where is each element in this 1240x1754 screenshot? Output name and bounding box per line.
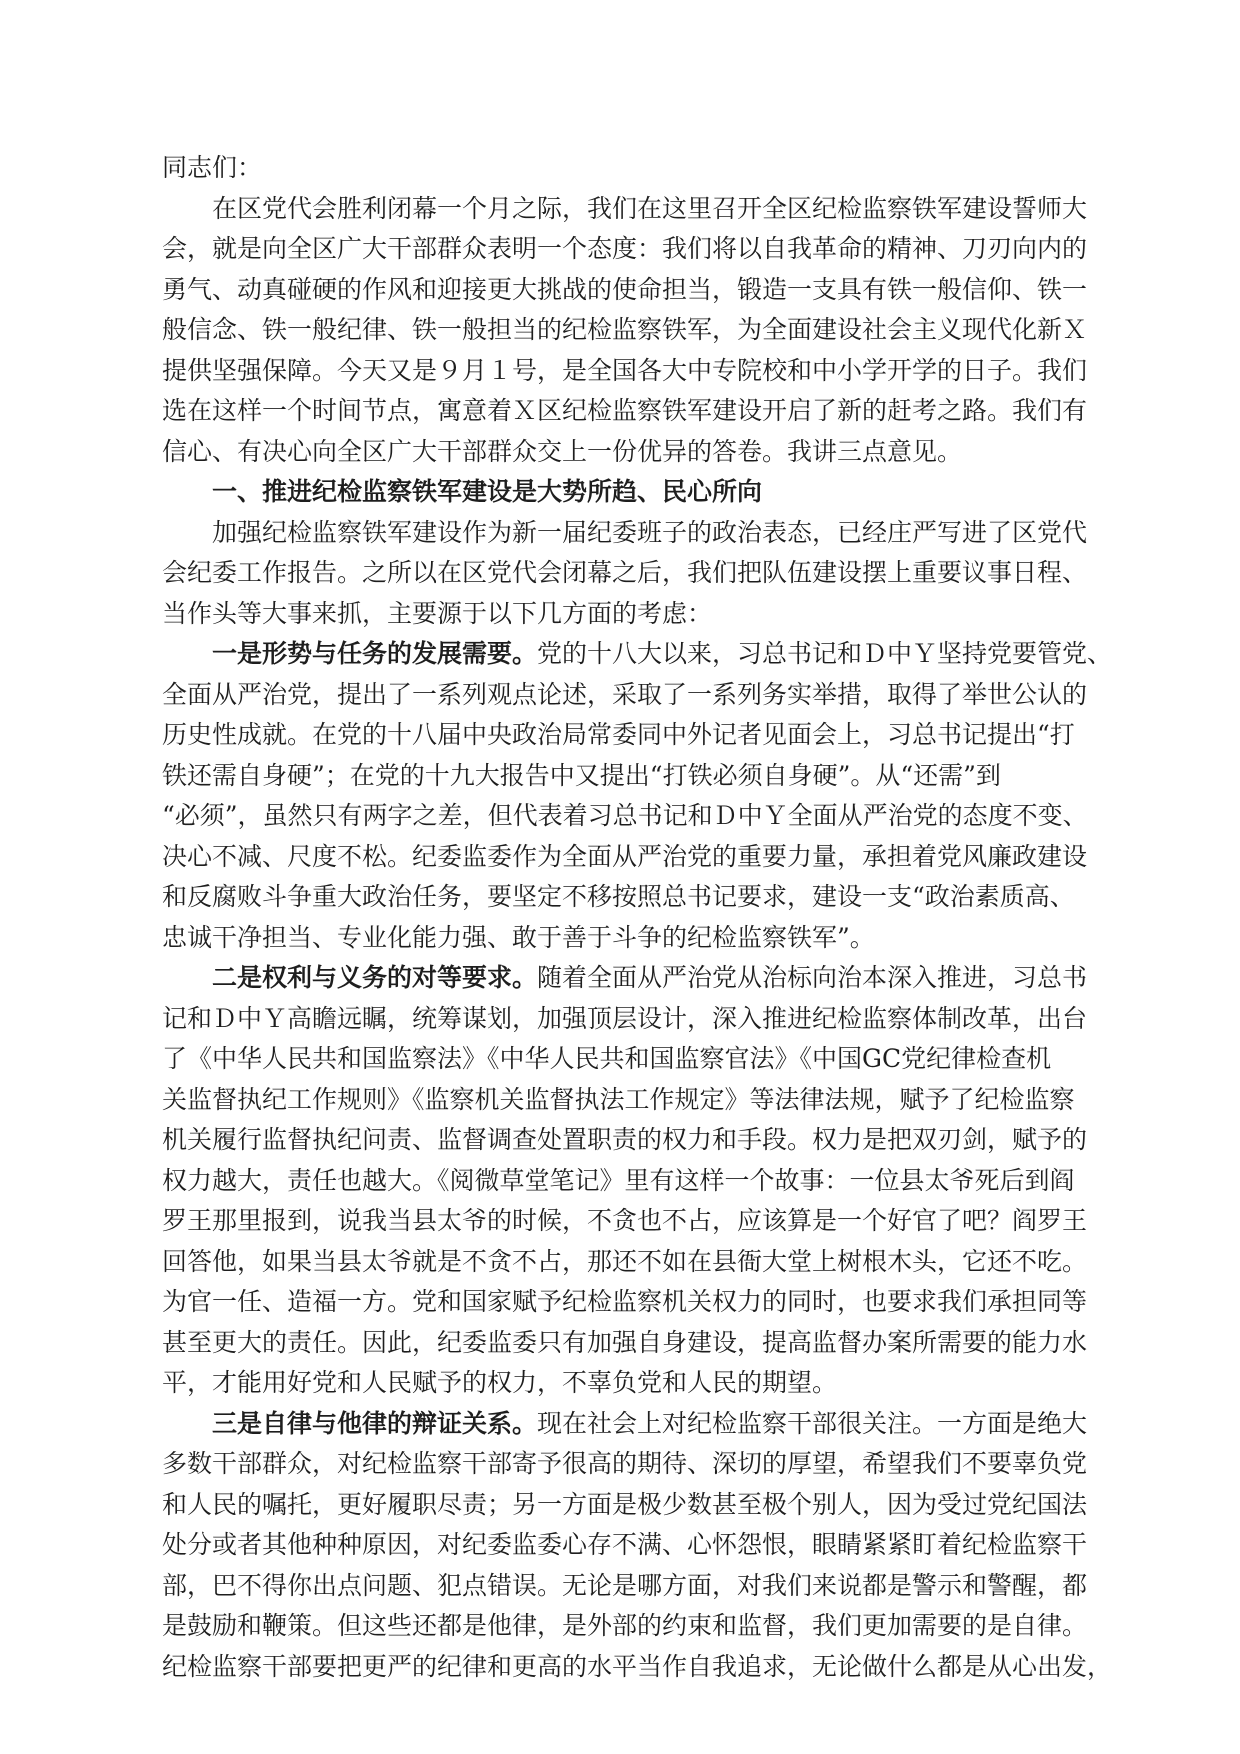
paragraph-point-2 [162, 958, 1110, 1404]
text-line: 关监督执纪工作规则》《监察机关监督执法工作规定》等法律法规，赋予了纪检监察 [162, 1084, 1075, 1114]
text-line: 选在这样一个时间节点，寓意着Ｘ区纪检监察铁军建设开启了新的赶考之路。我们有 [162, 396, 1088, 425]
section-heading: 一、推进纪检监察铁军建设是大势所趋、民心所向 [212, 477, 763, 506]
text-line: 信心、有决心向全区广大干部群众交上一份优异的答卷。我讲三点意见。 [162, 436, 963, 466]
text-line: 为官一任、造福一方。党和国家赋予纪检监察机关权力的同时，也要求我们承担同等 [162, 1287, 1088, 1316]
text-line: 勇气、动真碰硬的作风和迎接更大挑战的使命担当，锻造一支具有铁一般信仰、铁一 [162, 274, 1088, 304]
point-text: 党的十八大以来，习总书记和Ｄ中Ｙ坚持党要管党、 [537, 639, 1113, 668]
text-line: 记和Ｄ中Ｙ高瞻远瞩，统筹谋划，加强顶层设计，深入推进纪检监察体制改革，出台 [162, 1003, 1088, 1033]
text-line: 和人民的嘱托，更好履职尽责；另一方面是极少数甚至极个别人，因为受过党纪国法 [162, 1489, 1088, 1519]
text-line: 提供坚强保障。今天又是９月１号，是全国各大中专院校和中小学开学的日子。我们 [162, 355, 1088, 385]
paragraph-opening [162, 189, 1110, 473]
text-line: 在区党代会胜利闭幕一个月之际，我们在这里召开全区纪检监察铁军建设誓师大 [212, 193, 1088, 223]
text-line: 加强纪检监察铁军建设作为新一届纪委班子的政治表态，已经庄严写进了区党代 [212, 517, 1088, 547]
text-line: 般信念、铁一般纪律、铁一般担当的纪检监察铁军，为全面建设社会主义现代化新Ｘ [162, 315, 1088, 344]
paragraph-intro [162, 513, 1110, 635]
text-line: “必须”，虽然只有两字之差，但代表着习总书记和Ｄ中Ｙ全面从严治党的态度不变、 [162, 801, 1088, 830]
text-line: 全面从严治党，提出了一系列观点论述，采取了一系列务实举措，取得了举世公认的 [162, 679, 1088, 709]
text-line: 回答他，如果当县太爷就是不贪不占，那还不如在县衙大堂上树根木头，它还不吃。 [162, 1246, 1088, 1276]
text-line: 处分或者其他种种原因，对纪委监委心存不满、心怀怨恨，眼睛紧紧盯着纪检监察干 [162, 1530, 1088, 1559]
text-line: 和反腐败斗争重大政治任务，要坚定不移按照总书记要求，建设一支“政治素质高、 [162, 882, 1075, 911]
paragraph-point-3 [162, 1404, 1113, 1688]
text-line: 是鼓励和鞭策。但这些还都是他律，是外部的约束和监督，我们更加需要的是自律。 [162, 1611, 1088, 1640]
text-line: 历史性成就。在党的十八届中央政治局常委同中外记者见面会上，习总书记提出“打 [162, 720, 1075, 749]
text-line: 纪检监察干部要把更严的纪律和更高的水平当作自我追求，无论做什么都是从心出发， [162, 1651, 1113, 1681]
point-lead: 三是自律与他律的辩证关系。 [212, 1408, 538, 1438]
point-lead: 一是形势与任务的发展需要。 [212, 639, 538, 668]
text-line: 铁还需自身硬”；在党的十九大报告中又提出“打铁必须自身硬”。从“还需”到 [162, 760, 1001, 790]
document-page [162, 148, 1113, 1687]
text-line: 当作头等大事来抓，主要源于以下几方面的考虑： [162, 598, 713, 628]
text-line: 决心不减、尺度不松。纪委监委作为全面从严治党的重要力量，承担着党风廉政建设 [162, 841, 1088, 871]
text-line: 罗王那里报到，说我当县太爷的时候，不贪也不占，应该算是一个好官了吧？阎罗王 [162, 1206, 1088, 1235]
text-line: 部，巴不得你出点问题、犯点错误。无论是哪方面，对我们来说都是警示和警醒，都 [162, 1570, 1088, 1600]
text-line: 忠诚干净担当、专业化能力强、敢于善于斗争的纪检监察铁军”。 [162, 922, 875, 952]
point-text: 现在社会上对纪检监察干部很关注。一方面是绝大 [537, 1408, 1088, 1438]
point-text: 随着全面从严治党从治标向治本深入推进，习总书 [537, 963, 1088, 992]
salutation: 同志们： [162, 153, 263, 182]
text-line [162, 1404, 1110, 1445]
text-line: 多数干部群众，对纪检监察干部寄予很高的期待、深切的厚望，希望我们不要辜负党 [162, 1449, 1088, 1478]
text-line: 会，就是向全区广大干部群众表明一个态度：我们将以自我革命的精神、刀刃向内的 [162, 234, 1088, 263]
point-lead: 二是权利与义务的对等要求。 [212, 963, 538, 992]
text-line: 了《中华人民共和国监察法》《中华人民共和国监察官法》《中国GC党纪律检查机 [162, 1044, 1052, 1073]
text-line: 机关履行监督执纪问责、监督调查处置职责的权力和手段。权力是把双刃剑，赋予的 [162, 1125, 1088, 1154]
text-line [162, 634, 1113, 675]
text-line: 平，才能用好党和人民赋予的权力，不辜负党和人民的期望。 [162, 1368, 838, 1397]
text-line: 会纪委工作报告。之所以在区党代会闭幕之后，我们把队伍建设摆上重要议事日程、 [162, 558, 1088, 587]
paragraph-point-1 [162, 634, 1113, 958]
text-line: 甚至更大的责任。因此，纪委监委只有加强自身建设，提高监督办案所需要的能力水 [162, 1327, 1088, 1357]
text-line [162, 958, 1110, 999]
text-line: 权力越大，责任也越大。《阅微草堂笔记》里有这样一个故事：一位县太爷死后到阎 [162, 1165, 1075, 1195]
